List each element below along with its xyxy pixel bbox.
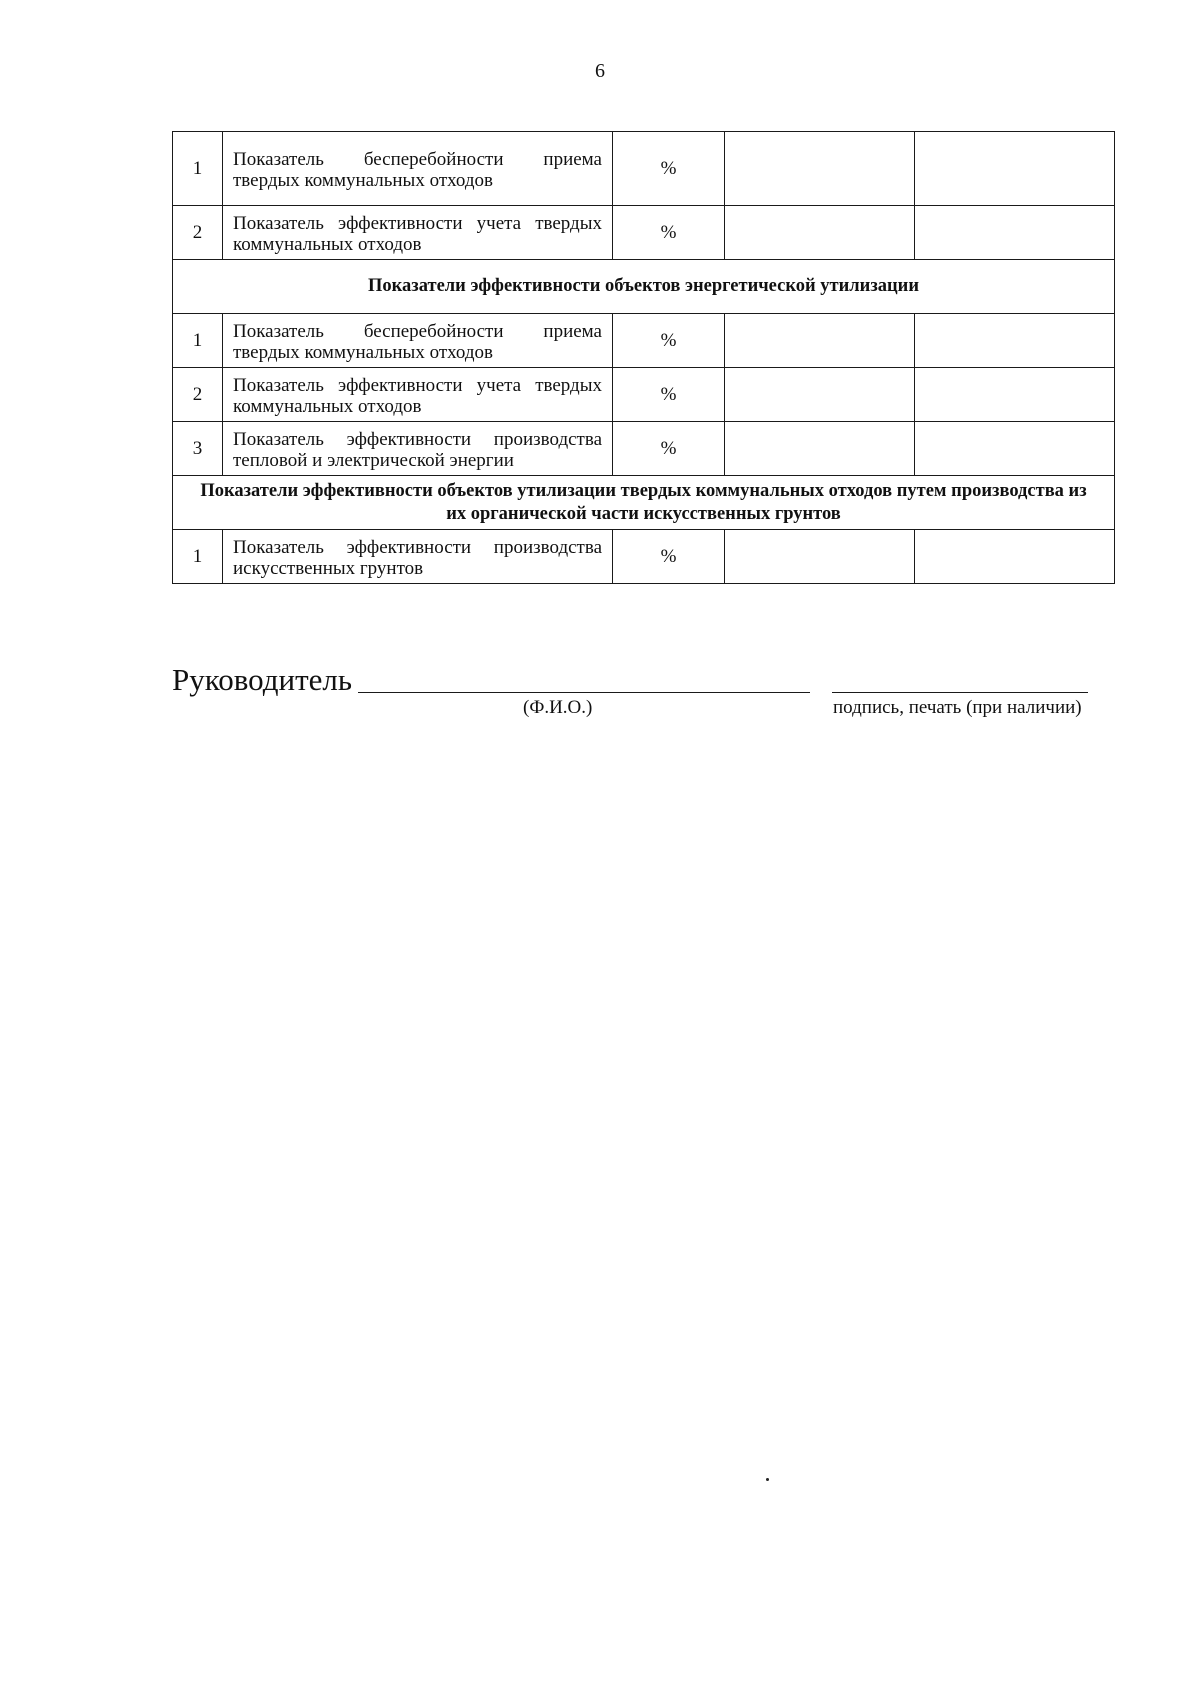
signature-block bbox=[172, 662, 1114, 722]
indicators-table bbox=[172, 131, 1115, 584]
value-cell bbox=[915, 530, 1115, 584]
value-cell bbox=[725, 422, 915, 476]
row-number: 2 bbox=[173, 368, 223, 422]
value-cell bbox=[915, 314, 1115, 368]
indicator-name: Показатель эффективности учета твердых коммунальных отходов bbox=[223, 206, 613, 260]
value-cell bbox=[915, 132, 1115, 206]
unit-cell: % bbox=[613, 530, 725, 584]
unit-cell: % bbox=[613, 132, 725, 206]
signature-label: Руководитель bbox=[172, 662, 353, 697]
unit-cell: % bbox=[613, 206, 725, 260]
table-row bbox=[173, 132, 1115, 206]
table-row bbox=[173, 368, 1115, 422]
fio-line bbox=[358, 692, 810, 693]
value-cell bbox=[915, 422, 1115, 476]
indicator-name: Показатель бесперебойности приема твердых коммунальных отходов bbox=[223, 314, 613, 368]
table-row bbox=[173, 206, 1115, 260]
value-cell bbox=[725, 530, 915, 584]
indicator-name: Показатель эффективности производства тепловой и электрической энергии bbox=[223, 422, 613, 476]
fio-caption: (Ф.И.О.) bbox=[523, 697, 593, 718]
section-row bbox=[173, 260, 1115, 314]
table-row bbox=[173, 422, 1115, 476]
section-heading: Показатели эффективности объектов энергетической утилизации bbox=[173, 260, 1115, 314]
value-cell bbox=[725, 206, 915, 260]
table-row bbox=[173, 530, 1115, 584]
row-number: 3 bbox=[173, 422, 223, 476]
unit-cell: % bbox=[613, 314, 725, 368]
row-number: 2 bbox=[173, 206, 223, 260]
indicator-name: Показатель эффективности производства искусственных грунтов bbox=[223, 530, 613, 584]
value-cell bbox=[725, 314, 915, 368]
table-row bbox=[173, 314, 1115, 368]
unit-cell: % bbox=[613, 422, 725, 476]
row-number: 1 bbox=[173, 530, 223, 584]
value-cell bbox=[915, 368, 1115, 422]
signature-caption: подпись, печать (при наличии) bbox=[833, 697, 1082, 718]
section-row bbox=[173, 476, 1115, 530]
value-cell bbox=[725, 368, 915, 422]
row-number: 1 bbox=[173, 314, 223, 368]
indicator-name: Показатель эффективности учета твердых коммунальных отходов bbox=[223, 368, 613, 422]
scan-speck bbox=[766, 1478, 769, 1481]
unit-cell: % bbox=[613, 368, 725, 422]
indicator-name: Показатель бесперебойности приема твердых коммунальных отходов bbox=[223, 132, 613, 206]
value-cell bbox=[725, 132, 915, 206]
section-heading: Показатели эффективности объектов утилизации твердых коммунальных отходов путем производства из их органической части искусственных грунтов bbox=[173, 476, 1115, 530]
signature-line bbox=[832, 692, 1088, 693]
value-cell bbox=[915, 206, 1115, 260]
row-number: 1 bbox=[173, 132, 223, 206]
page-number: 6 bbox=[595, 60, 605, 82]
